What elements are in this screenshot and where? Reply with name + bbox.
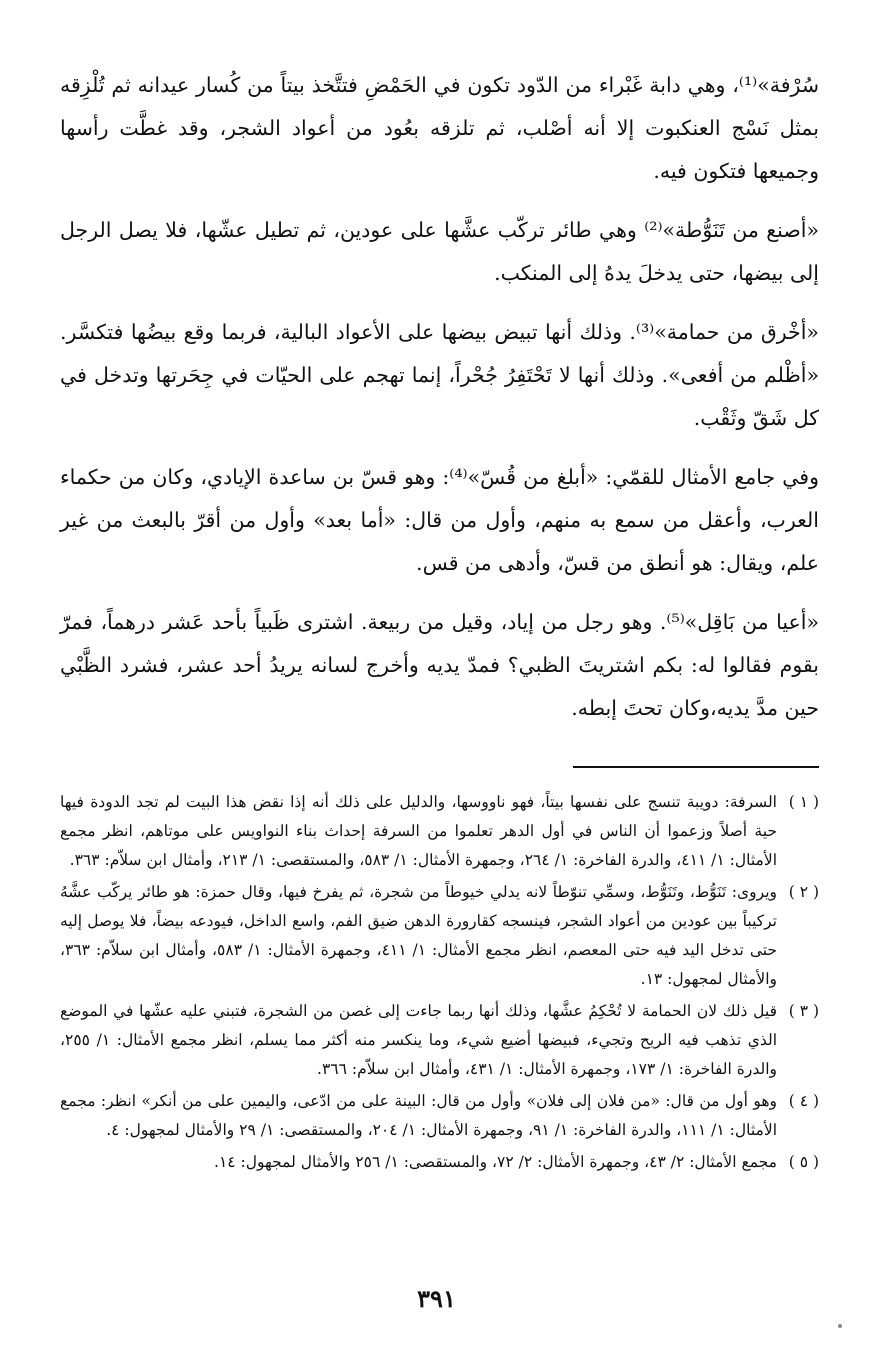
footnote-number: ( ١ ) [788, 793, 819, 811]
footnote-text: ويروى: تَنَوُّط، وتَنَوُّط، وسمِّي تنوّطاً لانه يدلي خيوطاً من شجرة، ثم يفرخ فيها، وقال حمزة: هو طائر يركّب عشَّهُ تركيباً بين عودين من أعواد الشجر، فينسجه كقارورة الدهن ضيق الفم، واسع الداخل، فيودعه بيضاً، فلا يوصل إليه حتى تدخل اليد فيه حتى المعصم، انظر مجمع الأمثال: ١/ ٤١١، وجمهرة الأمثال: ١/ ٥٨٣، وأمثال ابن سلاّم: ٣٦٣، والأمثال لمجهول: ١٣. [60, 883, 777, 988]
footnote-separator [573, 766, 819, 768]
main-text [60, 64, 819, 730]
footnote-text: السرفة: دويبة تنسج على نفسها بيتاً، فهو ناووسها، والدليل على ذلك أنه إذا نقض هذا البيت لم تجد الدودة فيها حية أصلاً وزعموا أن الناس في أول الدهر تعلموا من السرفة إحداث بناء النواويس على موتاهم، انظر مجمع الأمثال: ١/ ٤١١، والدرة الفاخرة: ١/ ٢٦٤، وجمهرة الأمثال: ١/ ٥٨٣، والمستقصى: ١/ ٢١٣، وأمثال ابن سلاّم: ٣٦٣. [60, 793, 777, 869]
footnote-number: ( ٤ ) [788, 1092, 819, 1110]
scan-speck [838, 1324, 842, 1328]
paragraph: «أخْرق من حمامة»⁽³⁾. وذلك أنها تبيض بيضها على الأعواد البالية، فربما وقع بيضُها فتكسَّر. «أظْلم من أفعى». وذلك أنها لا تَحْتَفِرُ جُحْراً، إنما تهجم على الحيّات في جِحَرتها وتدخل في كل شَقّ وثَقْب. [60, 320, 819, 430]
footnote-number: ( ٥ ) [788, 1153, 819, 1171]
paragraph: وفي جامع الأمثال للقمّي: «أبلغ من قُسّ»⁽⁴⁾: وهو قسّ بن ساعدة الإيادي، وكان من حكماء العرب، وأعقل من سمع به منهم، وأول من قال: «أما بعد» وأول من أقرّ بالبعث من غير علم، ويقال: هو أنطق من قسّ، وأدهى من قس. [60, 465, 819, 575]
footnote-text: وهو أول من قال: «من فلان إلى فلان» وأول من قال: البينة على من ادّعى، واليمين على من أنكر» انظر: مجمع الأمثال: ١/ ١١١، والدرة الفاخرة: ١/ ٩١، وجمهرة الأمثال: ١/ ٢٠٤، والمستقصى: ١/ ٢٩ والأمثال لمجهول: ٤. [60, 1092, 777, 1139]
footnote-text: مجمع الأمثال: ٢/ ٤٣، وجمهرة الأمثال: ٢/ ٧٢، والمستقصى: ١/ ٢٥٦ والأمثال لمجهول: ١٤. [214, 1153, 777, 1171]
footnote [60, 1087, 819, 1145]
footnote-number: ( ٢ ) [788, 883, 819, 901]
footnote-text: قيل ذلك لان الحمامة لا تُحْكِمُ عشَّها، وذلك أنها ربما جاءت إلى غصن من الشجرة، فتبني عليه عشّها في الموضع الذي تذهب فيه الريح وتجيء، فبيضها أضيع شيء، وما ينكسر منه أكثر مما يسلم، انظر مجمع الأمثال: ١/ ٢٥٥، والدرة الفاخرة: ١/ ١٧٣، وجمهرة الأمثال: ١/ ٤٣١، وأمثال ابن سلاّم: ٣٦٦. [60, 1002, 778, 1078]
footnote-number: ( ٣ ) [788, 1002, 819, 1020]
page-number: ٣٩١ [417, 1284, 456, 1313]
paragraph: «أصنع من تَنَوُّطة»⁽²⁾ وهي طائر تركّب عشَّها على عودين، ثم تطيل عشّها، فلا يصل الرجل إلى بيضها، حتى يدخلَ يدهُ إلى المنكب. [60, 218, 819, 285]
footnotes [60, 788, 819, 1177]
footnote [60, 997, 819, 1084]
paragraph: «أعيا من بَاقِل»⁽⁵⁾. وهو رجل من إياد، وقيل من ربيعة. اشترى ظَبياً بأحد عَشر درهماً، فمرّ بقوم فقالوا له: بكم اشتريتَ الظبي؟ فمدّ يديه وأخرج لسانه يريدُ أحد عشر، فشرد الظَّبْي حين مدَّ يديه،وكان تحتَ إبطه. [60, 610, 820, 720]
footnote [60, 1148, 819, 1177]
footnote [60, 878, 819, 994]
paragraph: سُرْفة»⁽¹⁾، وهي دابة غَبْراء من الدّود تكون في الحَمْضِ فتتَّخذ بيتاً من كُسار عيدانه ثم تُلْزِقه بمثل نَسْج العنكبوت إلا أنه أصْلب، ثم تلزقه بعُود من أعواد الشجر، وقد غطَّت رأسها وجميعها فتكون فيه. [60, 73, 820, 183]
footnote [60, 788, 819, 875]
